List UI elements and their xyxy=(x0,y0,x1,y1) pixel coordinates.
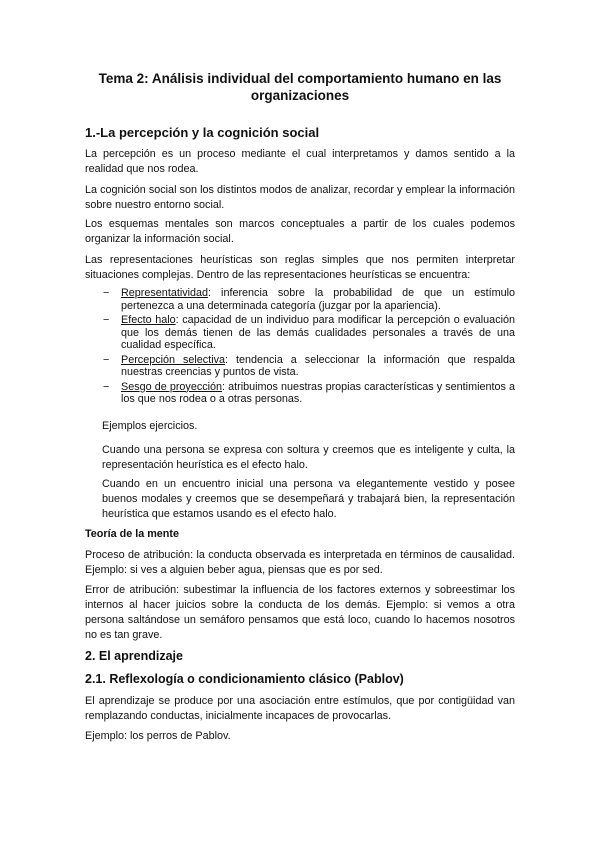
paragraph-error-atribucion: Error de atribución: subestimar la influencia de los factores externos y sobreestimar los internos al hacer juicios sobre la conducta de los demás. Ejemplo: si vemos a otra persona saltándose un semáforo pensamos que está loco, cuando lo hacemos nosotros no es tan grave. xyxy=(85,584,515,641)
section-heading-perception: 1.-La percepción y la cognición social xyxy=(85,125,320,140)
bullet-dash: − xyxy=(103,314,110,326)
paragraph-ejemplo-soltura: Cuando una persona se expresa con soltura y creemos que es inteligente y culta, la representación heurística es el efecto halo. xyxy=(102,444,515,471)
list-item-efecto-halo xyxy=(85,314,515,352)
bullet-dash: − xyxy=(103,287,110,299)
definition-representatividad: : inferencia sobre la probabilidad de que un estímulo pertenezca a una determinada categoría (juzgar por la apariencia). xyxy=(121,287,515,312)
paragraph-ejemplo-perros: Ejemplo: los perros de Pablov. xyxy=(85,730,231,742)
list-item-representatividad xyxy=(85,287,515,312)
term-sesgo-proyeccion: Sesgo de proyección xyxy=(121,380,223,393)
heuristics-list xyxy=(85,287,515,408)
theory-heading: Teoría de la mente xyxy=(85,528,180,540)
paragraph-proceso-atribucion: Proceso de atribución: la conducta observada es interpretada en términos de causalidad. Ejemplo: si ves a alguien beber agua, piensas que es por sed. xyxy=(85,549,515,576)
subsection-heading-reflexologia: 2.1. Reflexología o condicionamiento clásico (Pablov) xyxy=(85,672,404,686)
paragraph-cognicion-social: La cognición social son los distintos modos de analizar, recordar y emplear la información sobre nuestro entorno social. xyxy=(85,184,515,211)
term-efecto-halo: Efecto halo xyxy=(121,314,176,326)
paragraph-percepcion: La percepción es un proceso mediante el cual interpretamos y damos sentido a la realidad que nos rodea. xyxy=(85,148,515,175)
paragraph-esquemas-mentales: Los esquemas mentales son marcos conceptuales a partir de los cuales podemos organizar la información social. xyxy=(85,218,515,245)
definition-percepcion-selectiva: : tendencia a seleccionar la información que respalda nuestras creencias y puntos de vista. xyxy=(121,353,515,378)
paragraph-representaciones-heuristicas: Las representaciones heurísticas son reglas simples que nos permiten interpretar situaciones complejas. Dentro de las representaciones heurísticas se encuentra: xyxy=(85,254,515,281)
paragraph-ejemplo-encuentro: Cuando en un encuentro inicial una persona va elegantemente vestido y posee buenos modales y creemos que se desempeñará y trabajará bien, la representación heurística que estamos usando es el efecto halo. xyxy=(102,478,515,520)
term-representatividad: Representatividad xyxy=(121,287,209,299)
definition-sesgo-proyeccion: : atribuimos nuestras propias características y sentimientos a los que nos rodea o a otras personas. xyxy=(121,380,515,405)
definition-efecto-halo: : capacidad de un individuo para modificar la percepción o evaluación que los demás tienen de las demás cualidades personales a través de una cualidad específica. xyxy=(121,314,515,351)
paragraph-aprendizaje: El aprendizaje se produce por una asociación entre estímulos, que por contigüidad van remplazando conductas, inicialmente incapaces de provocarlas. xyxy=(85,695,515,722)
document-title: Tema 2: Análisis individual del comportamiento humano en las organizaciones xyxy=(98,71,502,103)
section-heading-aprendizaje: 2. El aprendizaje xyxy=(85,649,183,663)
paragraph-ejemplos: Ejemplos ejercicios. xyxy=(102,420,198,432)
bullet-dash: − xyxy=(103,353,110,366)
list-item-percepcion-selectiva xyxy=(85,354,515,379)
list-item-sesgo-proyeccion xyxy=(85,381,515,406)
term-percepcion-selectiva: Percepción selectiva xyxy=(121,353,226,366)
bullet-dash: − xyxy=(103,380,110,393)
